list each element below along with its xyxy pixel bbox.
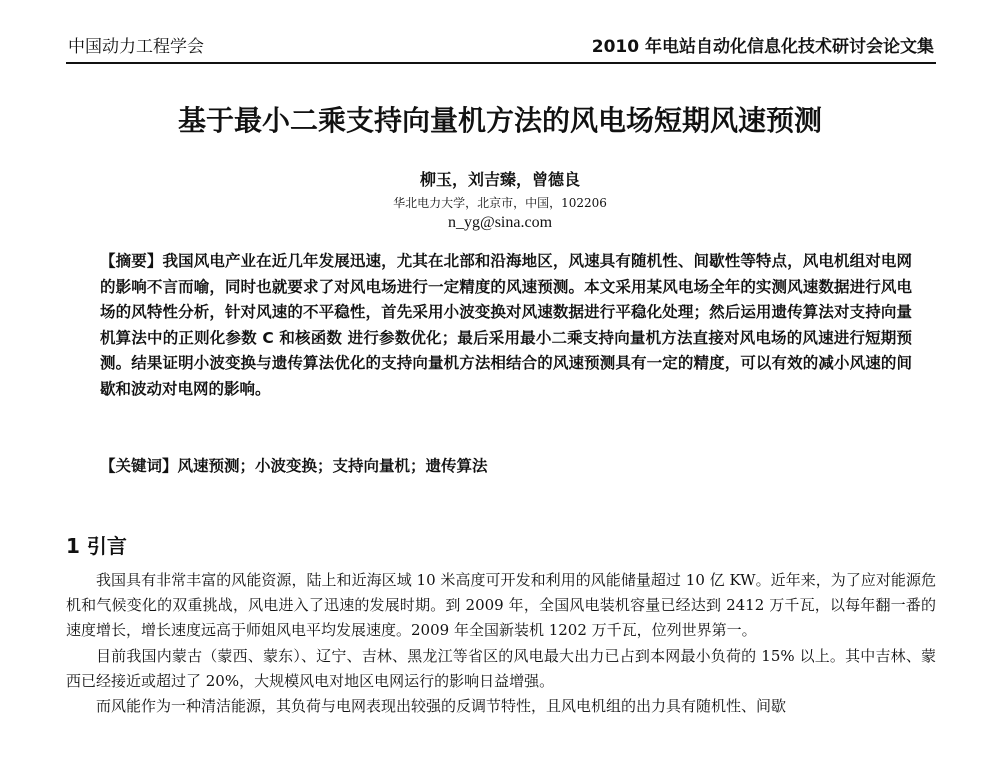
section-heading-introduction: 1 引言	[66, 534, 127, 558]
introduction-paragraph: 而风能作为一种清洁能源，其负荷与电网表现出较强的反调节特性，且风电机组的出力具有随机性、间歇	[96, 697, 787, 716]
introduction-body	[66, 568, 936, 719]
keywords: 【关键词】风速预测；小波变换；支持向量机；遗传算法	[100, 457, 488, 475]
author-list: 柳玉，刘吉臻，曾德良	[419, 170, 580, 189]
affiliation: 华北电力大学，北京市，中国，102206	[393, 196, 607, 210]
running-header-left: 中国动力工程学会	[68, 37, 204, 57]
running-header-right: 2010 年电站自动化信息化技术研讨会论文集	[591, 37, 934, 57]
introduction-paragraph: 目前我国内蒙古（蒙西、蒙东）、辽宁、吉林、黑龙江等省区的风电最大出力已占到本网最小负荷的 15% 以上。其中吉林、蒙西已经接近或超过了 20%，大规模风电对地区电网运行的影响日益增强。	[66, 646, 936, 690]
abstract: 【摘要】我国风电产业在近几年发展迅速，尤其在北部和沿海地区，风速具有随机性、间歇性等特点，风电机组对电网的影响不言而喻，同时也就要求了对风电场进行一定精度的风速预测。本文采用某风电场全年的实测风速数据进行风电场的风特性分析，针对风速的不平稳性，首先采用小波变换对风速数据进行平稳化处理；然后运用遗传算法对支持向量机算法中的正则化参数 C 和核函数 进行参数优化；最后采用最小二乘支持向量机方法直接对风电场的风速进行短期预测。结果证明小波变换与遗传算法优化的支持向量机方法相结合的风速预测具有一定的精度，可以有效的减小风速的间歇和波动对电网的影响。	[100, 252, 912, 398]
paper-title: 基于最小二乘支持向量机方法的风电场短期风速预测	[177, 104, 822, 137]
introduction-paragraph: 我国具有非常丰富的风能资源，陆上和近海区域 10 米高度可开发和利用的风能储量超过 10 亿 KW。近年来，为了应对能源危机和气候变化的双重挑战，风电进入了迅速的发展时期。到 2009 年，全国风电装机容量已经达到 2412 万千瓦，以每年翻一番的速度增长，增长速度远高于师姐风电平均发展速度。2009 年全国新装机 1202 万千瓦，位列世界第一。	[66, 571, 936, 640]
author-email: n_yg@sina.com	[447, 214, 553, 231]
header-rule	[66, 62, 936, 64]
